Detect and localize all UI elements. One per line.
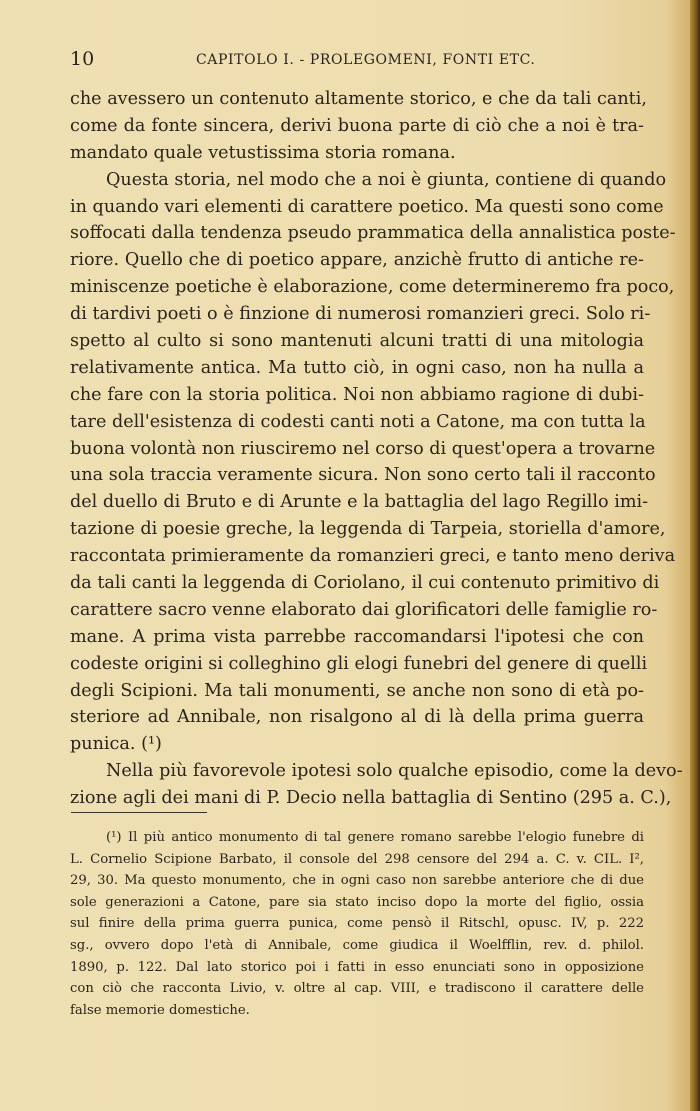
text-line: mane. A prima vista parrebbe raccomandarsi l'ipotesi che con <box>70 626 644 647</box>
footnote-line: 1890, p. 122. Dal lato storico poi i fatti in esso enunciati sono in opposizione <box>70 959 644 975</box>
text-line: Questa storia, nel modo che a noi è giunta, contiene di quando <box>106 169 667 190</box>
footnote-line: false memorie domestiche. <box>70 1002 250 1018</box>
text-line: tazione di poesie greche, la leggenda di Tarpeia, storiella d'amore, <box>70 519 666 540</box>
text-line: del duello di Bruto e di Arunte e la battaglia del lago Regillo imi- <box>70 492 649 513</box>
footnote-line: 29, 30. Ma questo monumento, che in ogni caso non sarebbe anteriore che di due <box>70 873 644 889</box>
text-line: relativamente antica. Ma tutto ciò, in ogni caso, non ha nulla a <box>70 357 644 378</box>
text-line: Nella più favorevole ipotesi solo qualche episodio, come la devo- <box>106 761 683 782</box>
text-line: in quando vari elementi di carattere poetico. Ma questi sono come <box>70 196 664 217</box>
footnote-line: sg., ovvero dopo l'età di Annibale, come giudica il Woelfflin, rev. d. philol. <box>70 937 644 953</box>
text-line: tare dell'esistenza di codesti canti noti a Catone, ma con tutta la <box>70 411 646 432</box>
main-text <box>70 86 683 812</box>
text-line: che fare con la storia politica. Noi non abbiamo ragione di dubi- <box>70 384 644 405</box>
text-line: come da fonte sincera, derivi buona parte di ciò che a noi è tra- <box>70 115 644 136</box>
footnote-rule <box>71 812 207 813</box>
text-line: da tali canti la leggenda di Coriolano, il cui contenuto primitivo di <box>70 573 660 594</box>
text-line: che avessero un contenuto altamente storico, e che da tali canti, <box>70 89 647 109</box>
footnote-line: sole generazioni a Catone, pare sia stato inciso dopo la morte del figlio, ossia <box>70 894 644 910</box>
text-line: soffocati dalla tendenza pseudo prammatica della annalistica poste- <box>70 223 676 244</box>
running-head: CAPITOLO I. - PROLEGOMENI, FONTI ETC. <box>196 52 536 68</box>
text-line: riore. Quello che di poetico appare, anzichè frutto di antiche re- <box>70 250 644 271</box>
footnote-line: L. Cornelio Scipione Barbato, il console del 298 censore del 294 a. C. v. CIL. I², <box>70 851 644 867</box>
text-line: miniscenze poetiche è elaborazione, come determineremo fra poco, <box>70 277 675 298</box>
text-line: zione agli dei mani di P. Decio nella battaglia di Sentino (295 a. C.), <box>70 788 672 809</box>
page-header <box>70 48 644 72</box>
text-line: una sola traccia veramente sicura. Non sono certo tali il racconto <box>70 465 656 486</box>
text-line: raccontata primieramente da romanzieri greci, e tanto meno deriva <box>70 546 676 567</box>
text-line: buona volontà non riusciremo nel corso di quest'opera a trovarne <box>70 438 656 459</box>
text-line: steriore ad Annibale, non risalgono al di là della prima guerra <box>70 707 644 728</box>
text-line: codeste origini si colleghino gli elogi funebri del genere di quelli <box>70 653 648 674</box>
page-edge <box>690 0 700 1111</box>
text-line: carattere sacro venne elaborato dai glorificatori delle famiglie ro- <box>70 599 658 620</box>
footnote <box>70 827 644 1021</box>
footnote-line: (¹) Il più antico monumento di tal genere romano sarebbe l'elogio funebre di <box>106 830 644 845</box>
text-line: spetto al culto si sono mantenuti alcuni tratti di una mitologia <box>70 331 644 352</box>
text-line: degli Scipioni. Ma tali monumenti, se anche non sono di età po- <box>70 680 644 701</box>
text-line: di tardivi poeti o è finzione di numerosi romanzieri greci. Solo ri- <box>70 304 651 325</box>
text-line: punica. (¹) <box>70 734 162 755</box>
page-number: 10 <box>70 48 95 70</box>
text-line: mandato quale vetustissima storia romana. <box>70 142 456 163</box>
footnote-line: con ciò che racconta Livio, v. oltre al cap. VIII, e tradiscono il carattere delle <box>70 981 644 997</box>
footnote-line: sul finire della prima guerra punica, come pensò il Ritschl, opusc. IV, p. 222 <box>70 916 644 932</box>
